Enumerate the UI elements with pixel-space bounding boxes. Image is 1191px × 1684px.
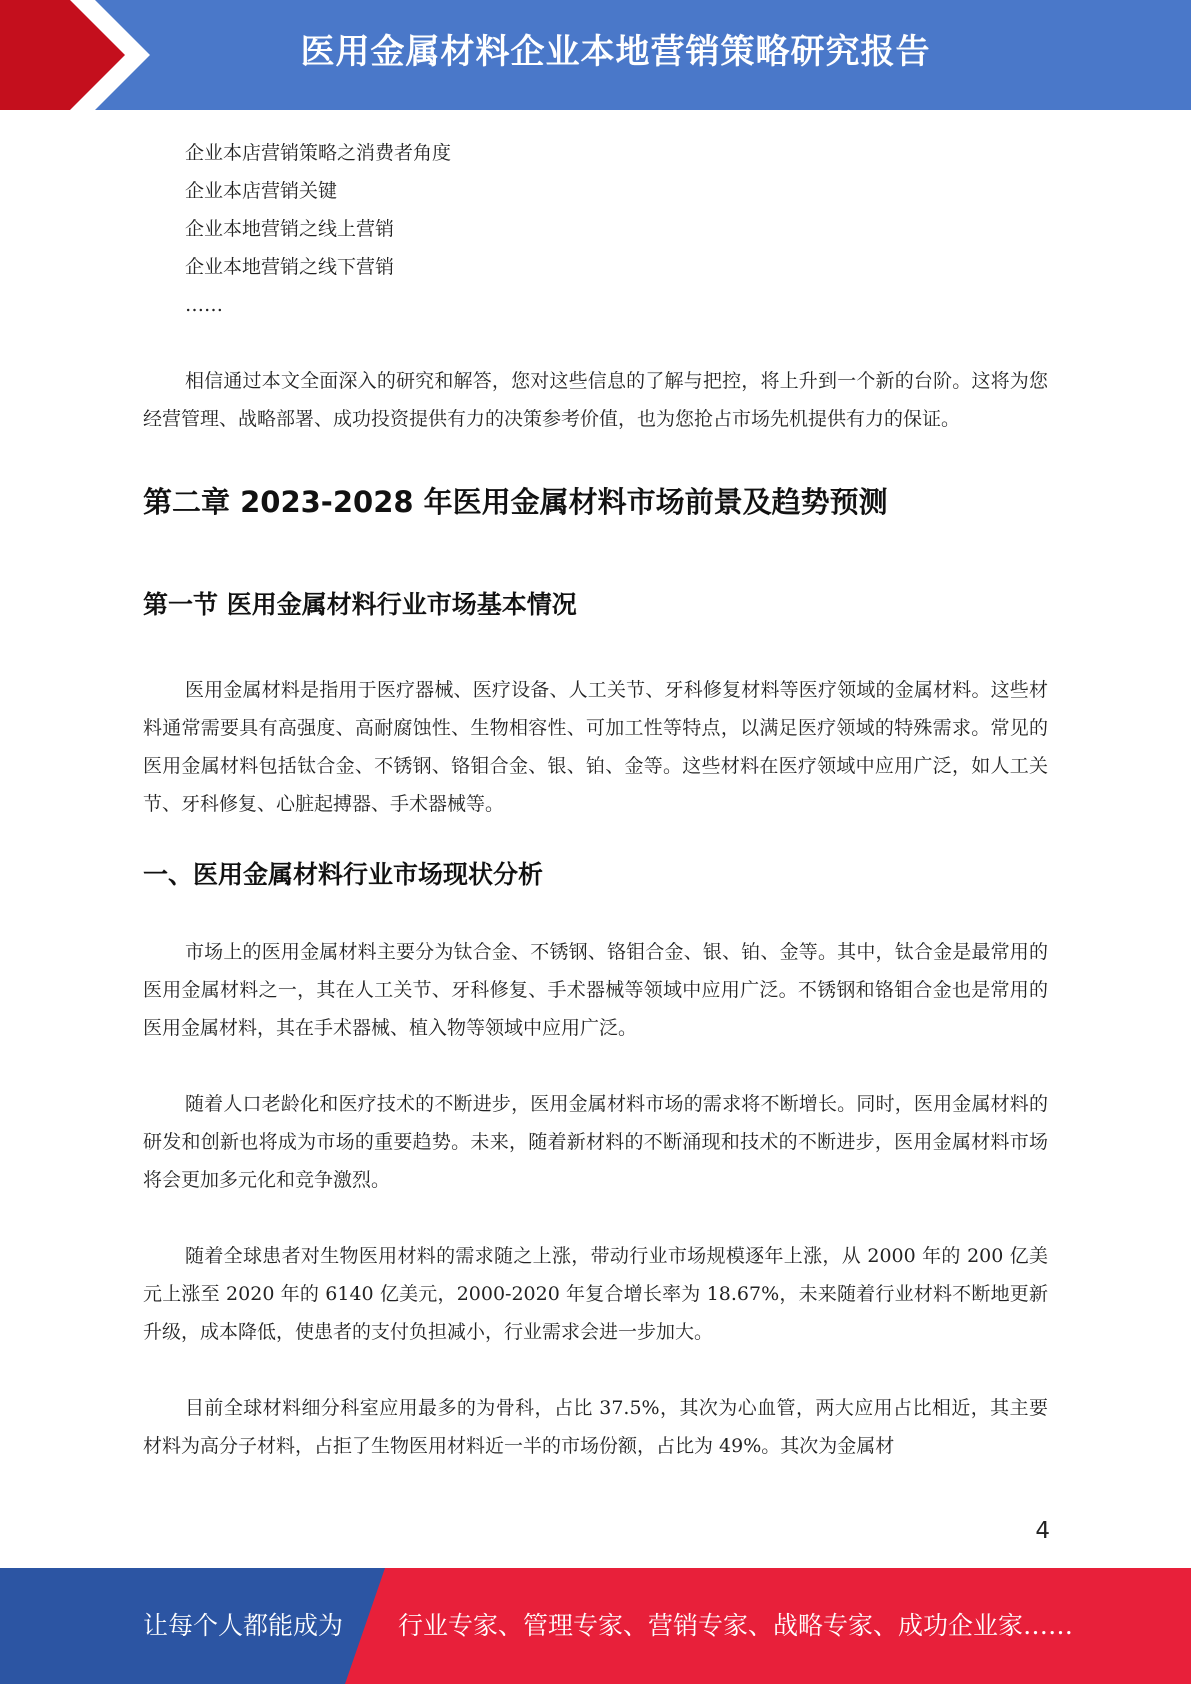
body-paragraph: 随着全球患者对生物医用材料的需求随之上涨，带动行业市场规模逐年上涨，从 2000 年的 200 亿美元上涨至 2020 年的 6140 亿美元，2000-2020 年复合增长率为 18.67%，未来随着行业材料不断地更新升级，成本降低，使患者的支付负担减小，行业需求会进一步加大。: [143, 1245, 1048, 1343]
footer-slogan-left: 让每个人都能成为: [143, 1611, 344, 1640]
chapter-title: 第二章 2023-2028 年医用金属材料市场前景及趋势预测: [143, 485, 888, 519]
toc-item: 企业本地营销之线上营销: [185, 218, 395, 240]
toc-item: 企业本店营销关键: [185, 180, 338, 202]
report-title: 医用金属材料企业本地营销策略研究报告: [300, 32, 931, 72]
toc-item: 企业本店营销策略之消费者角度: [185, 142, 452, 164]
toc-item: 企业本地营销之线下营销: [185, 256, 395, 278]
header-arrow-icon: [0, 0, 140, 110]
subsection-title: 一、医用金属材料行业市场现状分析: [143, 860, 544, 889]
page-number: 4: [1035, 1518, 1050, 1544]
footer-slogan-right: 行业专家、管理专家、营销专家、战略专家、成功企业家……: [398, 1611, 1074, 1640]
body-paragraph: 目前全球材料细分科室应用最多的为骨科，占比 37.5%，其次为心血管，两大应用占比相近，其主要材料为高分子材料，占拒了生物医用材料近一半的市场份额，占比为 49%。其次为金属材: [143, 1397, 1048, 1457]
section-paragraph: 医用金属材料是指用于医疗器械、医疗设备、人工关节、牙科修复材料等医疗领域的金属材料。这些材料通常需要具有高强度、高耐腐蚀性、生物相容性、可加工性等特点，以满足医疗领域的特殊需求。常见的医用金属材料包括钛合金、不锈钢、铬钼合金、银、铂、金等。这些材料在医疗领域中应用广泛，如人工关节、牙科修复、心脏起搏器、手术器械等。: [143, 679, 1048, 815]
toc-item-ellipsis: ……: [185, 294, 223, 316]
body-paragraph: 随着人口老龄化和医疗技术的不断进步，医用金属材料市场的需求将不断增长。同时，医用金属材料的研发和创新也将成为市场的重要趋势。未来，随着新材料的不断涌现和技术的不断进步，医用金属材料市场将会更加多元化和竞争激烈。: [143, 1093, 1048, 1191]
section-title: 第一节 医用金属材料行业市场基本情况: [143, 590, 577, 619]
header-banner: [0, 0, 1191, 110]
toc-list: [143, 134, 1048, 324]
footer-banner: [0, 1568, 1191, 1684]
intro-paragraph: 相信通过本文全面深入的研究和解答，您对这些信息的了解与把控，将上升到一个新的台阶。这将为您经营管理、战略部署、成功投资提供有力的决策参考价值，也为您抢占市场先机提供有力的保证。: [143, 370, 1048, 430]
body-paragraph: 市场上的医用金属材料主要分为钛合金、不锈钢、铬钼合金、银、铂、金等。其中，钛合金是最常用的医用金属材料之一，其在人工关节、牙科修复、手术器械等领域中应用广泛。不锈钢和铬钼合金也是常用的医用金属材料，其在手术器械、植入物等领域中应用广泛。: [143, 941, 1048, 1039]
page-content: [143, 134, 1048, 1465]
